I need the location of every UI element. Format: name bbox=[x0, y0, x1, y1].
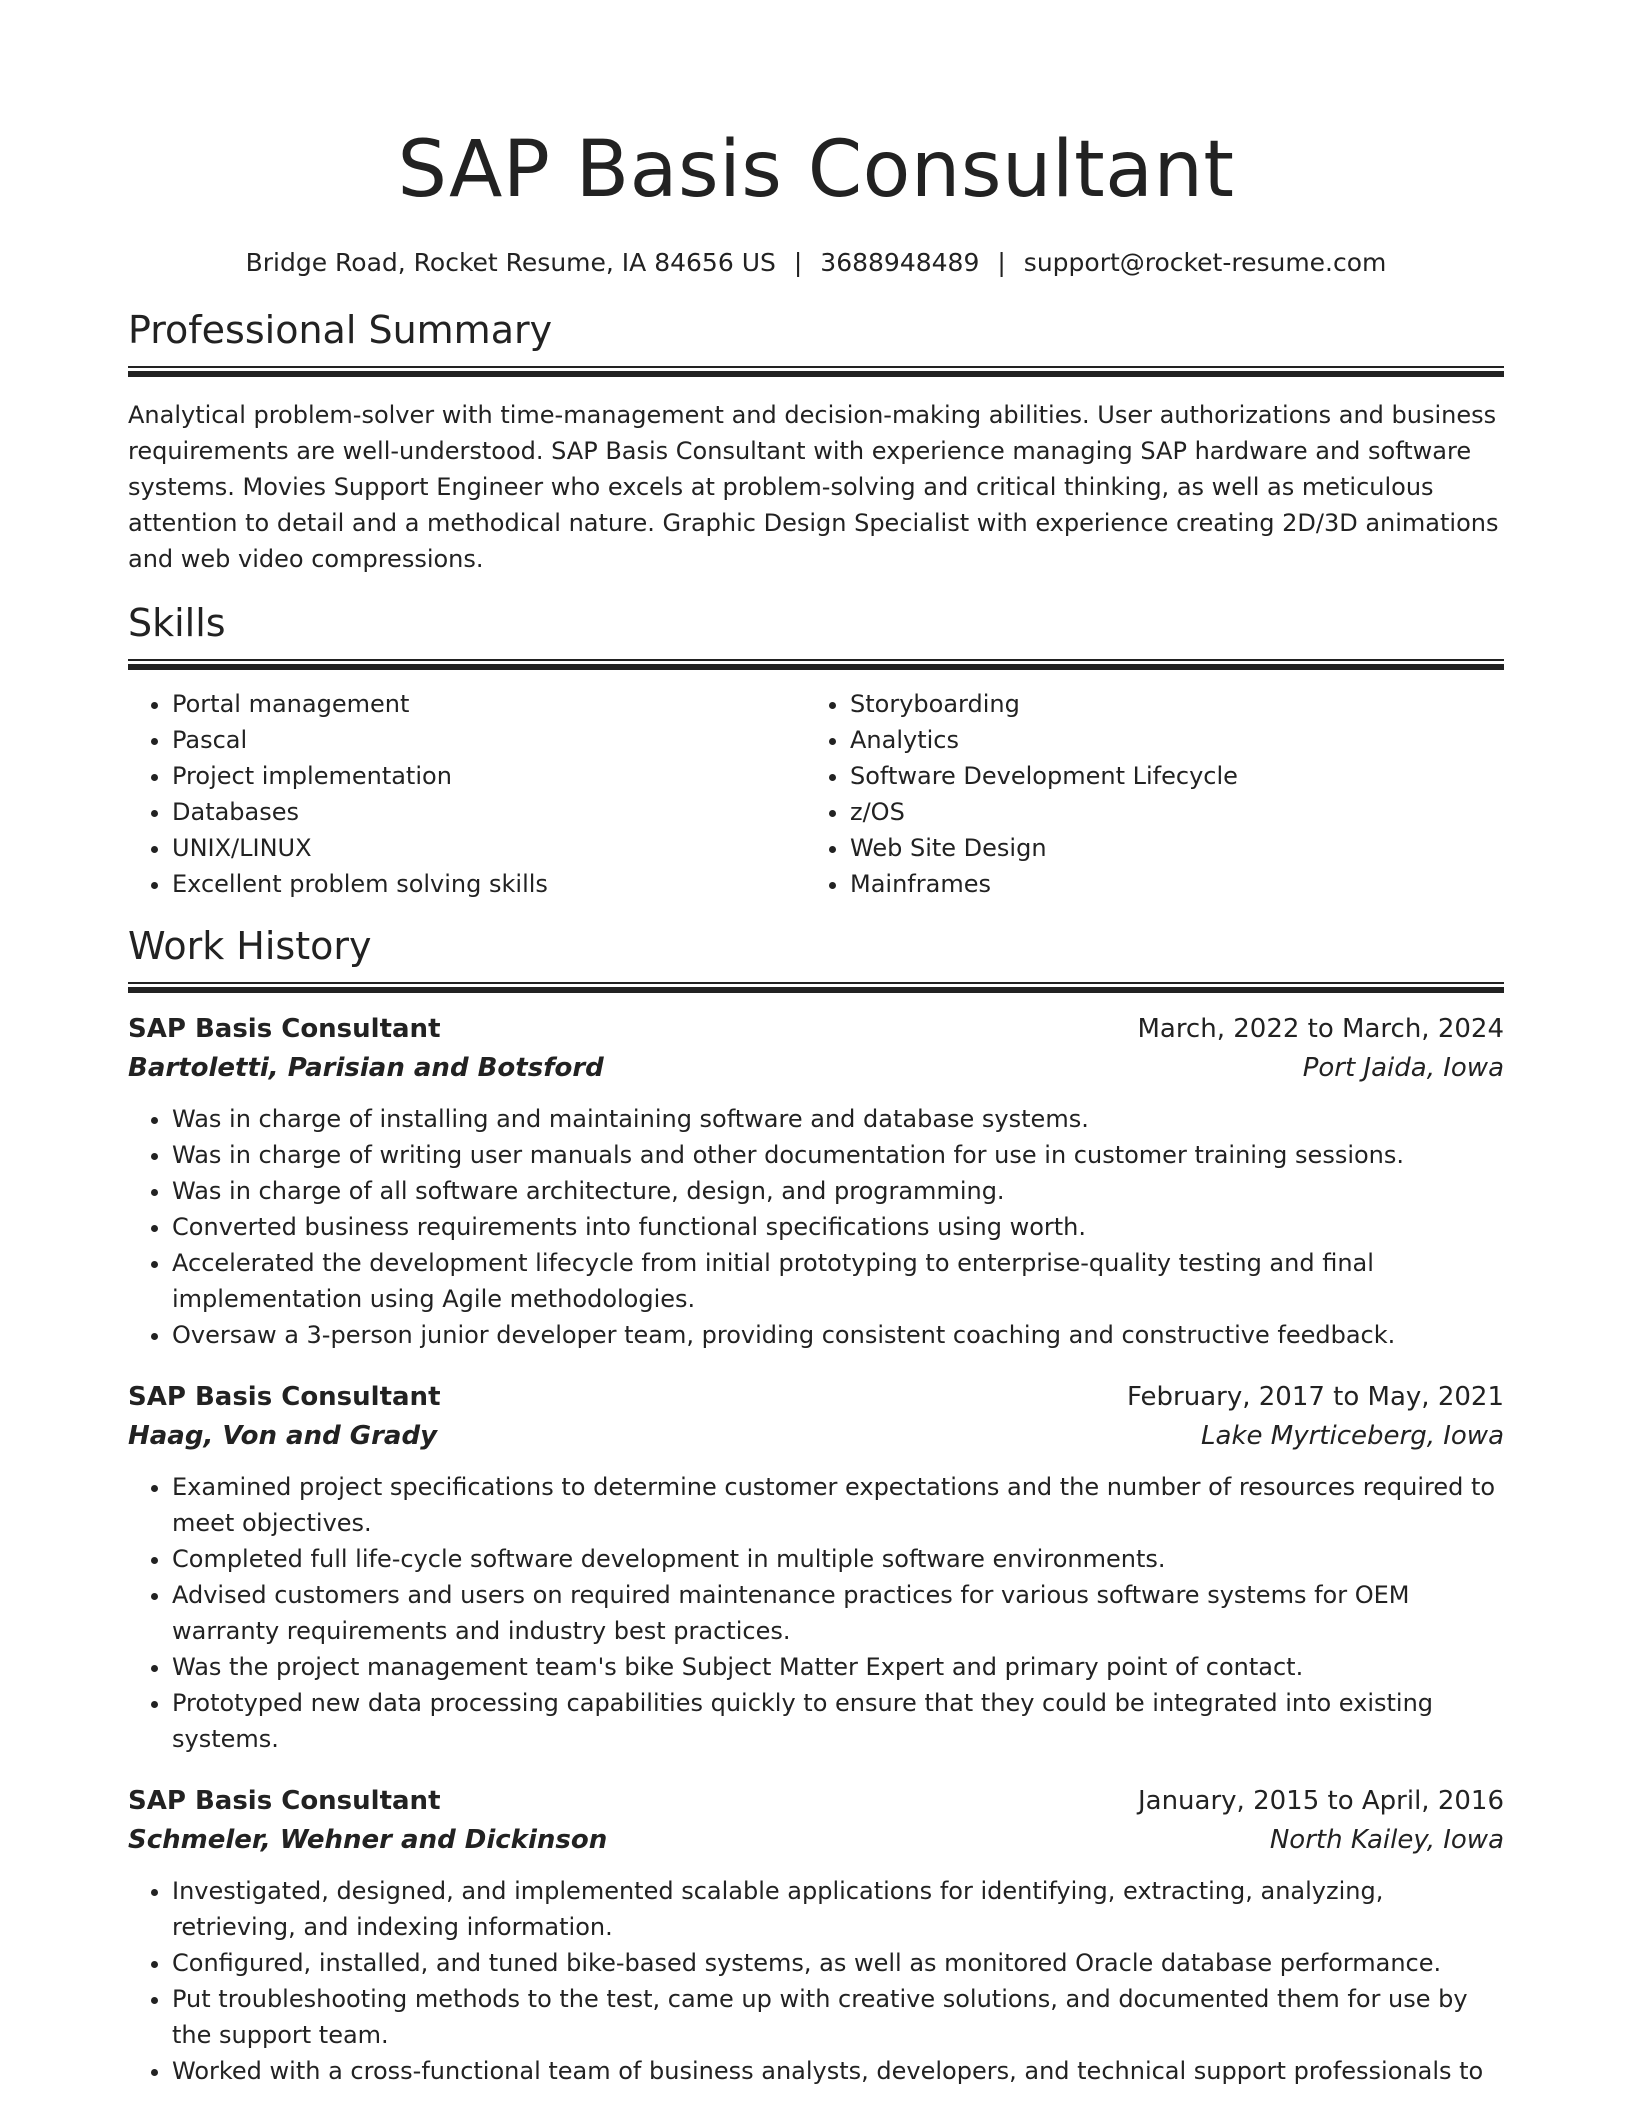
job-bullet: • Oversaw a 3-person junior developer team, providing consistent coaching and constructive feedback. bbox=[172, 1317, 1504, 1353]
job-bullet: • Advised customers and users on required maintenance practices for various software systems for OEM warranty requirements and industry best practices. bbox=[172, 1577, 1504, 1649]
skill-item: • UNIX/LINUX bbox=[172, 830, 806, 866]
skill-item: • Web Site Design bbox=[850, 830, 1484, 866]
section-divider bbox=[128, 982, 1504, 993]
skill-item: • Portal management bbox=[172, 686, 806, 722]
job-bullet: • Accelerated the development lifecycle from initial prototyping to enterprise-quality testing and final implementation using Agile methodologies. bbox=[172, 1245, 1504, 1317]
job-subheader bbox=[128, 1821, 1504, 1859]
job-company: Schmeler, Wehner and Dickinson bbox=[128, 1825, 608, 1855]
contact-separator: | bbox=[997, 248, 1006, 277]
skills-left-list bbox=[128, 686, 806, 902]
contact-separator: | bbox=[793, 248, 803, 277]
skills-right-list bbox=[806, 686, 1484, 902]
skill-item: • Storyboarding bbox=[850, 686, 1484, 722]
job-bullet: • Put troubleshooting methods to the test, came up with creative solutions, and documented them for use by the support team. bbox=[172, 1981, 1504, 2053]
job-entry bbox=[128, 1009, 1504, 1353]
summary-section bbox=[128, 306, 1504, 577]
job-bullet: • Was the project management team's bike Subject Matter Expert and primary point of contact. bbox=[172, 1649, 1504, 1685]
contact-phone: 3688948489 bbox=[820, 248, 980, 277]
job-bullet: • Configured, installed, and tuned bike-based systems, as well as monitored Oracle database performance. bbox=[172, 1945, 1504, 1981]
skills-column-left bbox=[128, 686, 806, 902]
job-bullet: • Completed full life-cycle software development in multiple software environments. bbox=[172, 1541, 1504, 1577]
job-location: Lake Myrticeberg, Iowa bbox=[1201, 1421, 1504, 1451]
summary-text: Analytical problem-solver with time-management and decision-making abilities. User authorizations and business requirements are well-understood. SAP Basis Consultant with experience managing SAP hardware and software systems. Movies Support Engineer who excels at problem-solving and critical thinking, as well as meticulous attention to detail and a methodical nature. Graphic Design Specialist with experience creating 2D/3D animations and web video compressions. bbox=[128, 401, 1499, 573]
skill-item: • Analytics bbox=[850, 722, 1484, 758]
job-bullet: • Converted business requirements into functional specifications using worth. bbox=[172, 1209, 1504, 1245]
job-bullets bbox=[128, 1101, 1504, 1353]
job-location: Port Jaida, Iowa bbox=[1302, 1053, 1504, 1083]
job-header bbox=[128, 1781, 1504, 1821]
skills-list bbox=[128, 686, 1504, 902]
job-dates: January, 2015 to April, 2016 bbox=[1137, 1786, 1504, 1816]
job-title: SAP Basis Consultant bbox=[128, 1786, 441, 1816]
skill-item: • z/OS bbox=[850, 794, 1484, 830]
contact-line bbox=[128, 246, 1504, 280]
job-dates: February, 2017 to May, 2021 bbox=[1127, 1382, 1504, 1412]
job-bullet: • Was in charge of writing user manuals and other documentation for use in customer training sessions. bbox=[172, 1137, 1504, 1173]
job-bullet: • Worked with a cross-functional team of business analysts, developers, and technical support professionals to bbox=[172, 2053, 1504, 2089]
skill-item: • Pascal bbox=[172, 722, 806, 758]
job-header bbox=[128, 1377, 1504, 1417]
job-bullets bbox=[128, 1873, 1504, 2089]
section-divider bbox=[128, 366, 1504, 377]
skills-section bbox=[128, 599, 1504, 902]
skill-item: • Mainframes bbox=[850, 866, 1484, 902]
work-history-section bbox=[128, 922, 1504, 2089]
work-history-heading: Work History bbox=[128, 924, 372, 968]
skill-item: • Excellent problem solving skills bbox=[172, 866, 806, 902]
job-title: SAP Basis Consultant bbox=[128, 1382, 441, 1412]
job-bullet: • Was in charge of all software architecture, design, and programming. bbox=[172, 1173, 1504, 1209]
resume-page bbox=[128, 0, 1504, 2089]
job-company: Haag, Von and Grady bbox=[128, 1421, 438, 1451]
contact-address: Bridge Road, Rocket Resume, IA 84656 US bbox=[245, 248, 776, 277]
contact-email: support@rocket-resume.com bbox=[1023, 248, 1387, 277]
job-bullet: • Examined project specifications to determine customer expectations and the number of resources required to meet objectives. bbox=[172, 1469, 1504, 1541]
job-bullet: • Investigated, designed, and implemented scalable applications for identifying, extracting, analyzing, retrieving, and indexing information. bbox=[172, 1873, 1504, 1945]
skill-item: • Project implementation bbox=[172, 758, 806, 794]
job-entry bbox=[128, 1377, 1504, 1757]
job-subheader bbox=[128, 1049, 1504, 1087]
job-location: North Kailey, Iowa bbox=[1269, 1825, 1504, 1855]
candidate-name: SAP Basis Consultant bbox=[397, 125, 1235, 215]
job-bullet: • Was in charge of installing and maintaining software and database systems. bbox=[172, 1101, 1504, 1137]
skills-column-right bbox=[806, 686, 1484, 902]
job-bullet: • Prototyped new data processing capabilities quickly to ensure that they could be integrated into existing systems. bbox=[172, 1685, 1504, 1757]
summary-heading: Professional Summary bbox=[128, 308, 553, 352]
skills-heading: Skills bbox=[128, 601, 226, 645]
skill-item: • Software Development Lifecycle bbox=[850, 758, 1484, 794]
job-company: Bartoletti, Parisian and Botsford bbox=[128, 1053, 604, 1083]
job-dates: March, 2022 to March, 2024 bbox=[1137, 1014, 1504, 1044]
job-header bbox=[128, 1009, 1504, 1049]
skill-item: • Databases bbox=[172, 794, 806, 830]
job-subheader bbox=[128, 1417, 1504, 1455]
job-title: SAP Basis Consultant bbox=[128, 1014, 441, 1044]
section-divider bbox=[128, 659, 1504, 670]
job-entry bbox=[128, 1781, 1504, 2089]
job-bullets bbox=[128, 1469, 1504, 1757]
